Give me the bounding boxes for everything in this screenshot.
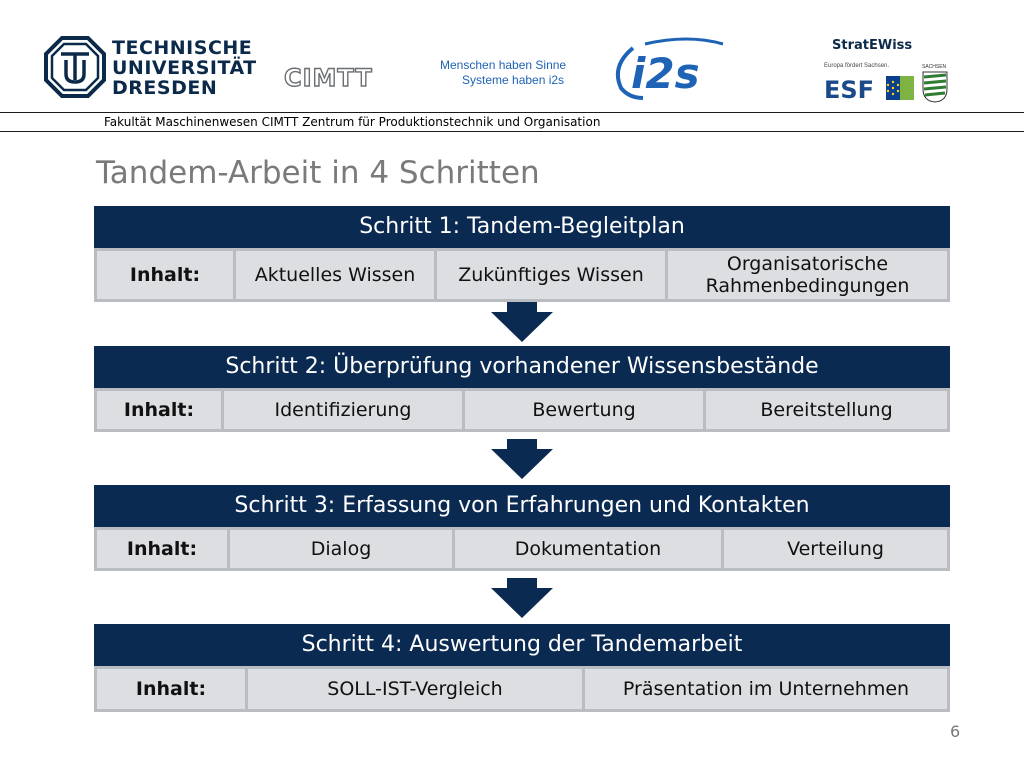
slogan-line-2: Systeme haben i2s	[462, 73, 565, 87]
step-3-item-3: Verteilung	[724, 530, 947, 568]
step-4-item-2: Präsentation im Unternehmen	[585, 669, 947, 709]
step-2-content-label: Inhalt:	[97, 391, 221, 429]
step-4-block	[94, 624, 950, 712]
step-3-item-1: Dialog	[230, 530, 452, 568]
step-3-block	[94, 485, 950, 571]
step-3-content-label: Inhalt:	[97, 530, 227, 568]
down-arrow-icon	[491, 302, 553, 342]
esf-tagline: Europa fördert Sachsen.	[824, 63, 890, 69]
step-1-block	[94, 206, 950, 302]
step-3-item-2: Dokumentation	[455, 530, 721, 568]
tu-dresden-logo	[44, 36, 257, 99]
i2s-slogan	[440, 58, 566, 88]
page-number: 6	[950, 722, 961, 741]
step-2-header: Schritt 2: Überprüfung vorhandener Wissensbestände	[94, 346, 950, 388]
slide-title: Tandem-Arbeit in 4 Schritten	[96, 155, 540, 191]
stratewiss-title: StratEWiss	[832, 38, 913, 53]
tu-dresden-emblem-icon	[44, 36, 106, 98]
step-3-header: Schritt 3: Erfassung von Erfahrungen und Kontakten	[94, 485, 950, 527]
step-1-item-1: Aktuelles Wissen	[236, 251, 434, 299]
i2s-logo	[603, 36, 728, 102]
step-1-item-3: Organisatorische Rahmenbedingungen	[668, 251, 947, 299]
stratewiss-logo	[820, 38, 952, 108]
esf-wordmark: ESF	[824, 76, 875, 104]
step-4-item-1: SOLL-IST-Vergleich	[248, 669, 582, 709]
sachsen-crest-icon	[922, 71, 948, 103]
tu-line-2: UNIVERSITÄT	[112, 57, 257, 79]
step-2-item-1: Identifizierung	[224, 391, 462, 429]
slogan-line-1: Menschen haben Sinne	[440, 58, 567, 72]
step-2-item-3: Bereitstellung	[706, 391, 947, 429]
down-arrow-icon	[491, 439, 553, 479]
esf-eu-flag-icon	[824, 70, 916, 106]
step-2-block	[94, 346, 950, 432]
step-1-header: Schritt 1: Tandem-Begleitplan	[94, 206, 950, 248]
step-4-header: Schritt 4: Auswertung der Tandemarbeit	[94, 624, 950, 666]
step-4-content-row	[94, 666, 950, 712]
step-1-content-row	[94, 248, 950, 302]
tu-line-1: TECHNISCHE	[112, 37, 253, 59]
i2s-wordmark: i2s	[631, 49, 700, 98]
step-2-item-2: Bewertung	[465, 391, 703, 429]
tu-line-3: DRESDEN	[112, 77, 218, 99]
step-1-content-label: Inhalt:	[97, 251, 233, 299]
sachsen-label: SACHSEN	[922, 64, 947, 70]
step-3-content-row	[94, 527, 950, 571]
faculty-name: Fakultät Maschinenwesen CIMTT Zentrum für Produktionstechnik und Organisation	[104, 115, 601, 129]
down-arrow-icon	[491, 578, 553, 618]
step-1-item-2: Zukünftiges Wissen	[437, 251, 665, 299]
faculty-band	[0, 112, 1024, 132]
tu-dresden-wordmark	[112, 38, 257, 98]
cimtt-logo: CIMTT	[284, 64, 373, 92]
step-4-content-label: Inhalt:	[97, 669, 245, 709]
step-2-content-row	[94, 388, 950, 432]
